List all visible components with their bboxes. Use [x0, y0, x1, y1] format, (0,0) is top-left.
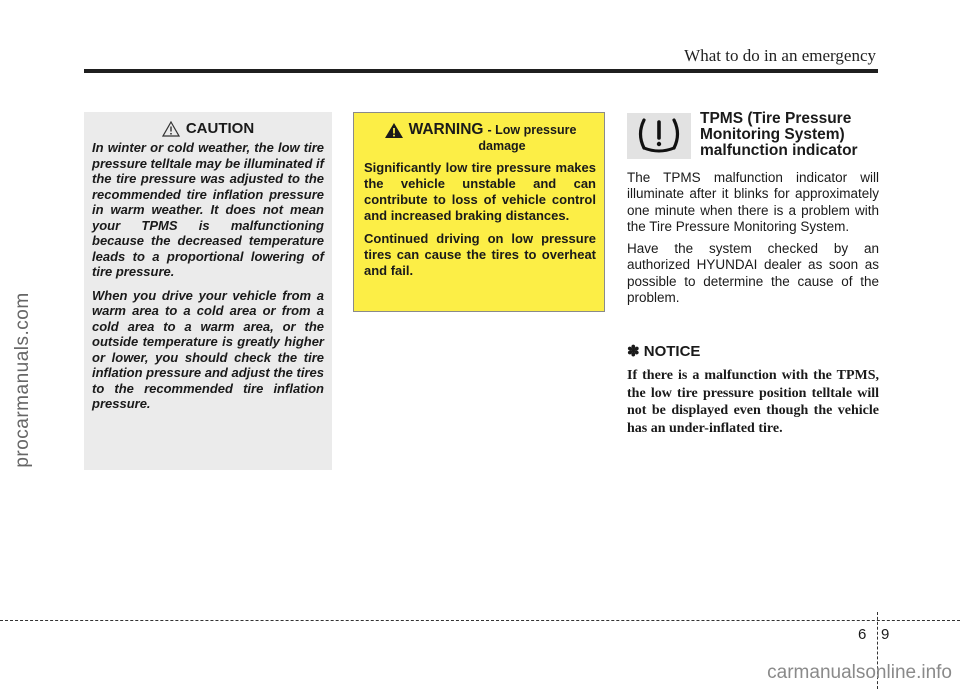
header-rule [84, 69, 878, 73]
footer-rule [0, 620, 960, 621]
caution-paragraph: When you drive your vehicle from a warm area to a cold area or from a cold area to a warm area, or the outside temperature is greatly higher or lower, you should check the tire inflation pressure and adjust the tires to the recommended tire inflation pressure. [92, 287, 324, 411]
caution-paragraph: In winter or cold weather, the low tire pressure telltale may be illuminated if the tire pressure was adjusted to the recommended tire inflation pressure in warm weather. It does not mean your TPMS is malfunctioning because the decreased temperature leads to a proportional lowering of tire pressure. [92, 140, 324, 279]
tpms-indicator-box [627, 113, 691, 159]
tpms-paragraph: Have the system checked by an authorized HYUNDAI dealer as soon as possible to determine the cause of the problem. [627, 241, 879, 306]
tpms-malfunction-icon [634, 116, 684, 156]
side-watermark-text: procarmanuals.com [12, 292, 33, 468]
warning-box [353, 112, 605, 312]
bottom-watermark: carmanualsonline.info [767, 662, 952, 683]
running-header: What to do in an emergency [684, 46, 876, 65]
tpms-paragraph: The TPMS malfunction indicator will illuminate after it blinks for approximately one minute when there is a problem with the Tire Pressure Monitoring System. [627, 170, 879, 234]
tpms-heading: TPMS (Tire Pressure Monitoring System) malfunction indicator [700, 110, 858, 159]
tpms-body [627, 170, 879, 312]
side-watermark [8, 160, 38, 600]
warning-subtitle-continued: damage [478, 139, 526, 153]
warning-header [364, 121, 596, 139]
warning-subtitle: - Low pressure [487, 123, 577, 137]
chapter-number: 6 [858, 626, 867, 643]
warning-triangle-outline-icon [162, 121, 180, 137]
caution-title: CAUTION [185, 120, 255, 137]
caution-box [84, 112, 332, 470]
notice-text: If there is a malfunction with the TPMS, the low tire pressure position telltale will not be displayed even though the vehicle has an under-inflated tire. [627, 368, 879, 436]
notice-heading: ✽ NOTICE [627, 343, 701, 360]
caution-header [92, 120, 324, 137]
warning-paragraph: Continued driving on low pressure tires can cause the tires to overheat and fail. [364, 231, 596, 278]
warning-title: WARNING [408, 121, 484, 138]
warning-paragraph: Significantly low tire pressure makes the vehicle unstable and can contribute to loss of vehicle control and increased braking distances. [364, 160, 596, 223]
page-number: 9 [881, 626, 890, 643]
warning-triangle-icon [384, 122, 404, 139]
